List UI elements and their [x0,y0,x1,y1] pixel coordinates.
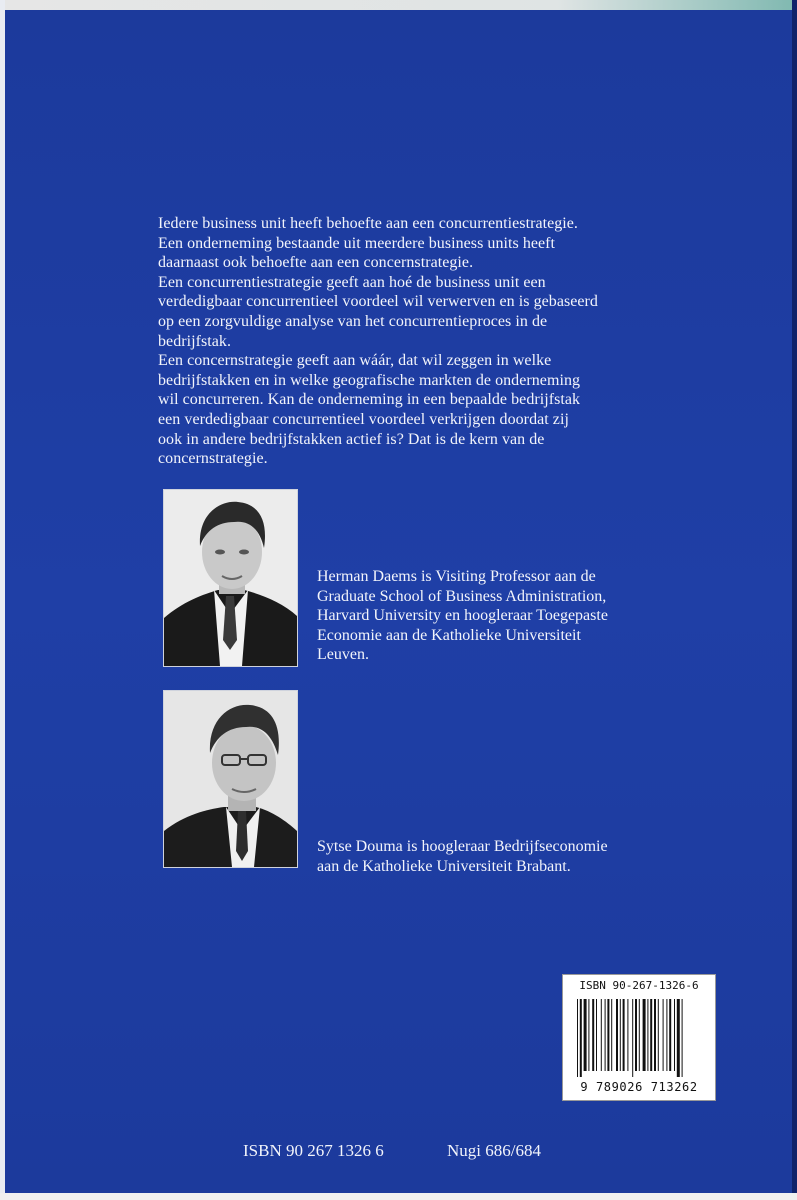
bio-line: aan de Katholieke Universiteit Brabant. [317,857,571,875]
author-bio-1 [317,567,717,665]
bio-line: Economie aan de Katholieke Universiteit [317,626,581,644]
barcode-bar [666,999,667,1071]
barcode-bar [654,999,656,1071]
blurb-line: een verdedigbaar concurrentieel voordeel verkrijgen doordat zij [158,410,569,428]
bio-line: Graduate School of Business Administration, [317,587,607,605]
barcode-bar [605,999,606,1071]
blurb-line: bedrijfstakken en in welke geografische markten de onderneming [158,371,581,389]
barcode-bar [639,999,640,1071]
blurb-line: daarnaast ook behoefte aan een concernstrategie. [158,254,474,272]
barcode-bar [632,999,633,1077]
portrait-icon [164,691,297,867]
barcode-bar [601,999,602,1071]
bio-line: Sytse Douma is hoogleraar Bedrijfseconomie [317,838,608,855]
barcode-bar [584,999,587,1071]
blurb-line: Een concurrentiestrategie geeft aan hoé de business unit een [158,273,546,291]
bio-line: Leuven. [317,646,369,664]
barcode-bar [623,999,625,1071]
barcode-bar [577,999,578,1077]
right-edge [792,0,797,1200]
top-edge [0,0,797,10]
blurb-line: op een zorgvuldige analyse van het concurrentieproces in de [158,312,548,330]
bio-line: Herman Daems is Visiting Professor aan de [317,568,596,585]
blurb-line: ook in andere bedrijfstakken actief is? Dat is de kern van de [158,430,545,448]
barcode-bar [674,999,675,1071]
author-photo-1 [163,489,298,667]
barcode-bar [677,999,680,1077]
barcode-bar [620,999,621,1071]
barcode-bar [592,999,594,1071]
barcode-bar [635,999,637,1071]
blurb-line: Iedere business unit heeft behoefte aan een concurrentiestrategie. [158,215,578,232]
barcode-bar [596,999,597,1071]
barcode-bar [627,999,628,1071]
left-edge [0,0,5,1200]
barcode-bar [650,999,652,1071]
barcode-bar [616,999,618,1071]
barcode-box [562,974,716,1101]
barcode-bar [580,999,582,1077]
barcode-bar [643,999,646,1071]
barcode-icon [577,999,707,1077]
barcode-bar [658,999,659,1071]
blurb-line: wil concurreren. Kan de onderneming in een bepaalde bedrijfstak [158,391,581,409]
footer-nugi: Nugi 686/684 [447,1141,541,1160]
barcode-isbn-label: ISBN 90-267-1326-6 [579,979,699,992]
blurb-text [158,214,638,469]
blurb-line: concernstrategie. [158,450,268,468]
bottom-edge [0,1193,797,1200]
barcode-bar [669,999,671,1071]
barcode-bar [647,999,648,1071]
barcode-bar [663,999,664,1071]
author-photo-2 [163,690,298,868]
blurb-line: bedrijfstak. [158,332,232,350]
blurb-line: Een onderneming bestaande uit meerdere business units heeft [158,234,556,252]
barcode-bar [607,999,609,1071]
bio-line: Harvard University en hoogleraar Toegepaste [317,607,608,625]
portrait-icon [164,490,297,666]
barcode-bar [611,999,612,1071]
author-bio-2 [317,837,717,876]
blurb-line: verdedigbaar concurrentieel voordeel wil verwerven en is gebaseerd [158,293,598,311]
barcode-bar [588,999,589,1071]
footer-isbn: ISBN 90 267 1326 6 [243,1141,384,1160]
barcode-digits: 9 789026 713262 [580,1080,698,1094]
barcode-bar [682,999,683,1077]
blurb-line: Een concernstrategie geeft aan wáár, dat wil zeggen in welke [158,352,552,370]
